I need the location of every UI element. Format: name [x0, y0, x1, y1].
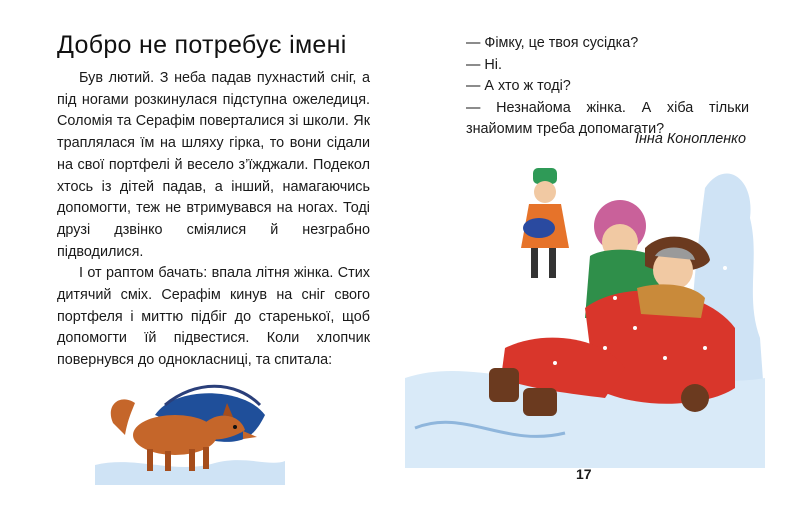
story-body	[57, 68, 370, 372]
dialog-block	[466, 33, 749, 141]
winter-scene-illustration	[405, 148, 765, 468]
dialog-line-4: — Незнайома жінка. А хіба тільки знайомим треба допомагати?	[466, 99, 749, 138]
dialog-line-2: — Ні.	[466, 56, 502, 73]
fox-illustration	[95, 375, 285, 485]
story-paragraph-2: І от раптом бачать: впала літня жінка. Стих дитячий сміх. Серафім кинув на сніг свого портфеля і миттю підбіг до старенької, щоб допомогти їй підвестися. Коли хлопчик повернувся до однокласниці, та спитала:	[57, 265, 370, 369]
story-title: Добро не потребує імені	[57, 31, 347, 59]
page-number: 17	[576, 466, 592, 482]
author-name: Інна Конопленко	[634, 131, 746, 147]
dialog-line-1: — Фімку, це твоя сусідка?	[466, 35, 639, 51]
dialog-line-3: — А хто ж тоді?	[466, 78, 571, 95]
story-paragraph-1: Був лютий. З неба падав пухнастий сніг, а під ногами розкинулася підступна ожеледиця. Соломія та Серафім поверталися зі школи. Як траплялася їм на шляху гірка, то вони сідали на свої портфелі й весело з’їжджали. Подекол хтось із дітей падав, а інший, намагаючись допомогти, теж не втримувався на ногах. Тоді друзі дзвінко сміялися й незграбно підводилися.	[57, 70, 370, 260]
